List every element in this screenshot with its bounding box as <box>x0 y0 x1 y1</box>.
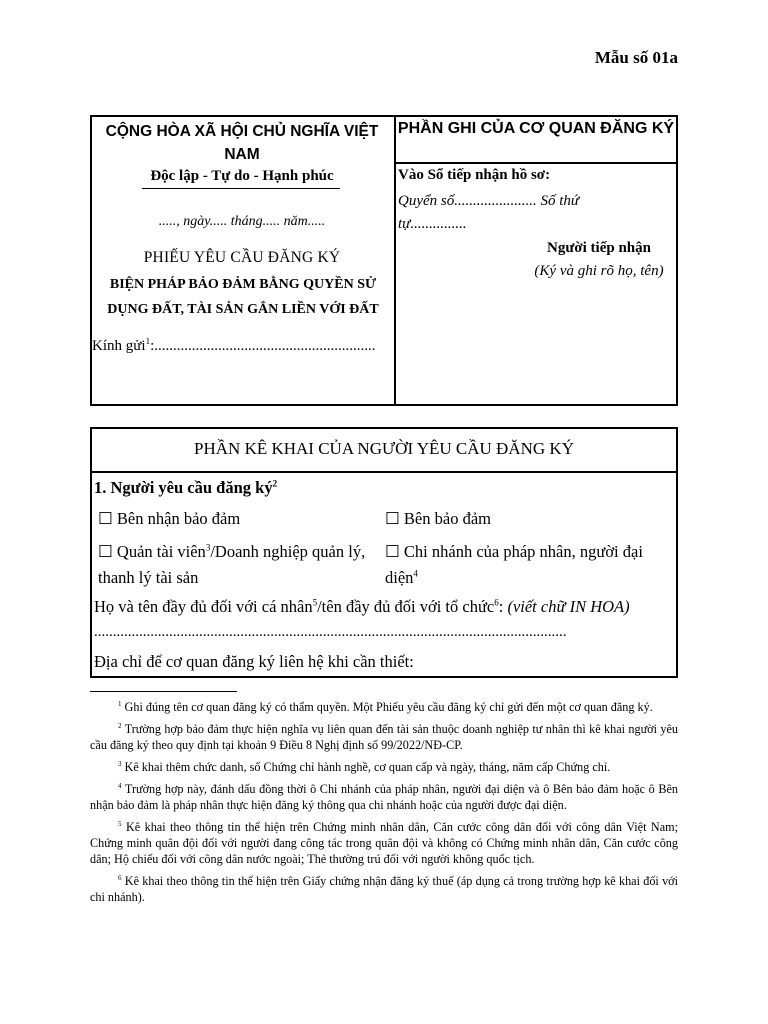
option-grantor[interactable] <box>385 509 491 529</box>
section-1-text: 1. Người yêu cầu đăng ký <box>94 478 273 497</box>
footnote-text: Kê khai theo thông tin thể hiện trên Giấy chứng nhận đăng ký thuế (áp dụng cả trong trường hợp kê khai đối với chi nhánh). <box>90 874 678 904</box>
footnotes <box>90 699 678 905</box>
option-secured-party[interactable] <box>98 509 240 529</box>
footnote-text: Kê khai theo thông tin thể hiện trên Chứng minh nhân dân, Căn cước công dân đối với công dân Việt Nam; Chứng minh quân đội đối với người đang công tác trong quân đội và không có Chứng minh nhân dân, Căn cước công dân; Hộ chiếu đối với công dân nước ngoài; Thẻ thường trú đối với người không quốc tịch. <box>90 820 678 866</box>
document-title: PHIẾU YÊU CẦU ĐĂNG KÝ <box>143 249 341 266</box>
name-note: (viết chữ IN HOA) <box>507 597 630 616</box>
motto: Độc lập - Tự do - Hạnh phúc <box>150 168 334 184</box>
footnote-text: Ghi đúng tên cơ quan đăng ký có thẩm quyền. Một Phiếu yêu cầu đăng ký chỉ gửi đến một cơ quan đăng ký. <box>124 700 653 714</box>
form-number: Mẫu số 01a <box>594 48 678 67</box>
name-field-label <box>94 597 630 617</box>
footnote-number: 3 <box>118 759 122 768</box>
header-right-title-underline <box>394 162 678 164</box>
country-name: CỘNG HÒA XÃ HỘI CHỦ NGHĨA VIỆT NAM <box>105 123 379 163</box>
footnote-6 <box>90 873 678 905</box>
declaration-title-underline <box>90 471 678 473</box>
name-label-c: : <box>498 597 508 616</box>
checkbox-icon[interactable]: ☐ <box>98 543 113 561</box>
intake-label: Vào Sổ tiếp nhận hồ sơ: <box>398 167 551 183</box>
name-label-a: Họ và tên đầy đủ đối với cá nhân <box>94 597 313 616</box>
addressee-line <box>92 338 394 355</box>
checkbox-icon[interactable]: ☐ <box>385 510 400 528</box>
option-secured-party-label: Bên nhận bảo đảm <box>116 509 241 528</box>
footnote-4 <box>90 781 678 813</box>
addressee-label: Kính gửi <box>92 338 146 354</box>
footnote-text: Trường hợp bảo đảm thực hiện nghĩa vụ liên quan đến tài sản thuộc doanh nghiệp tư nhân thì kê khai người yêu cầu đăng ký theo quy định tại khoản 9 Điều 8 Nghị định số 99/2022/NĐ-CP. <box>90 722 679 752</box>
option-branch[interactable] <box>385 539 670 591</box>
footnote-number: 1 <box>118 699 122 708</box>
checkbox-icon[interactable]: ☐ <box>385 543 400 561</box>
footnote-1 <box>90 699 678 715</box>
footnote-ref-5: 5 <box>312 597 318 608</box>
footnote-ref-6: 6 <box>494 597 499 608</box>
date-line: ....., ngày..... tháng..... năm..... <box>158 214 326 229</box>
name-label-b: /tên đầy đủ đối với tổ chức <box>317 597 495 616</box>
name-field-dots[interactable]: .............................................................................................................................. <box>94 624 567 640</box>
declaration-title: PHẦN KÊ KHAI CỦA NGƯỜI YÊU CẦU ĐĂNG KÝ <box>194 439 574 458</box>
motto-underline <box>142 188 340 189</box>
footnote-2 <box>90 721 678 753</box>
footnote-ref-1: 1 <box>145 338 151 346</box>
footnote-number: 4 <box>118 781 122 790</box>
receiver-label: Người tiếp nhận <box>547 240 651 256</box>
option-branch-label: Chi nhánh của pháp nhân, người đại diện <box>385 542 643 587</box>
footnote-separator <box>90 691 237 692</box>
intake-fields: Quyển số...................... Số thứ tự............... <box>398 193 580 232</box>
header-divider <box>394 115 396 406</box>
footnote-text: Trường hợp này, đánh dấu đồng thời ô Chi nhánh của pháp nhân, người đại diện và ô Bên bảo đảm hoặc ô Bên nhận bảo đảm là pháp nhân thực hiện đăng ký thông qua chi nhánh hoặc của người được đại diện. <box>90 782 679 812</box>
footnote-5 <box>90 819 678 867</box>
option-administrator-label-a: Quản tài viên <box>116 542 206 561</box>
registry-section-title: PHẦN GHI CỦA CƠ QUAN ĐĂNG KÝ <box>397 120 675 137</box>
checkbox-icon[interactable]: ☐ <box>98 510 113 528</box>
footnote-ref-3: 3 <box>205 542 211 553</box>
footnote-ref-2: 2 <box>272 478 278 489</box>
address-field-label: Địa chỉ để cơ quan đăng ký liên hệ khi cần thiết: <box>94 652 414 671</box>
section-1-label <box>94 478 277 498</box>
receiver-note: (Ký và ghi rõ họ, tên) <box>534 263 664 279</box>
footnote-text: Kê khai thêm chức danh, số Chứng chỉ hành nghề, cơ quan cấp và ngày, tháng, năm cấp Chứng chỉ. <box>124 760 611 774</box>
option-administrator-label-b: /Doanh nghiệp quản lý, thanh lý tài sản <box>98 542 366 587</box>
footnote-number: 6 <box>118 873 122 882</box>
document-subtitle: BIỆN PHÁP BẢO ĐẢM BẰNG QUYỀN SỬ DỤNG ĐẤT, TÀI SẢN GẮN LIỀN VỚI ĐẤT <box>107 277 379 317</box>
footnote-number: 5 <box>118 819 122 828</box>
footnote-number: 2 <box>118 721 122 730</box>
option-grantor-label: Bên bảo đảm <box>403 509 491 528</box>
footnote-3 <box>90 759 678 775</box>
footnote-ref-4: 4 <box>413 568 418 579</box>
addressee-dots: :........................................................... <box>150 338 376 354</box>
option-administrator[interactable] <box>98 539 370 591</box>
